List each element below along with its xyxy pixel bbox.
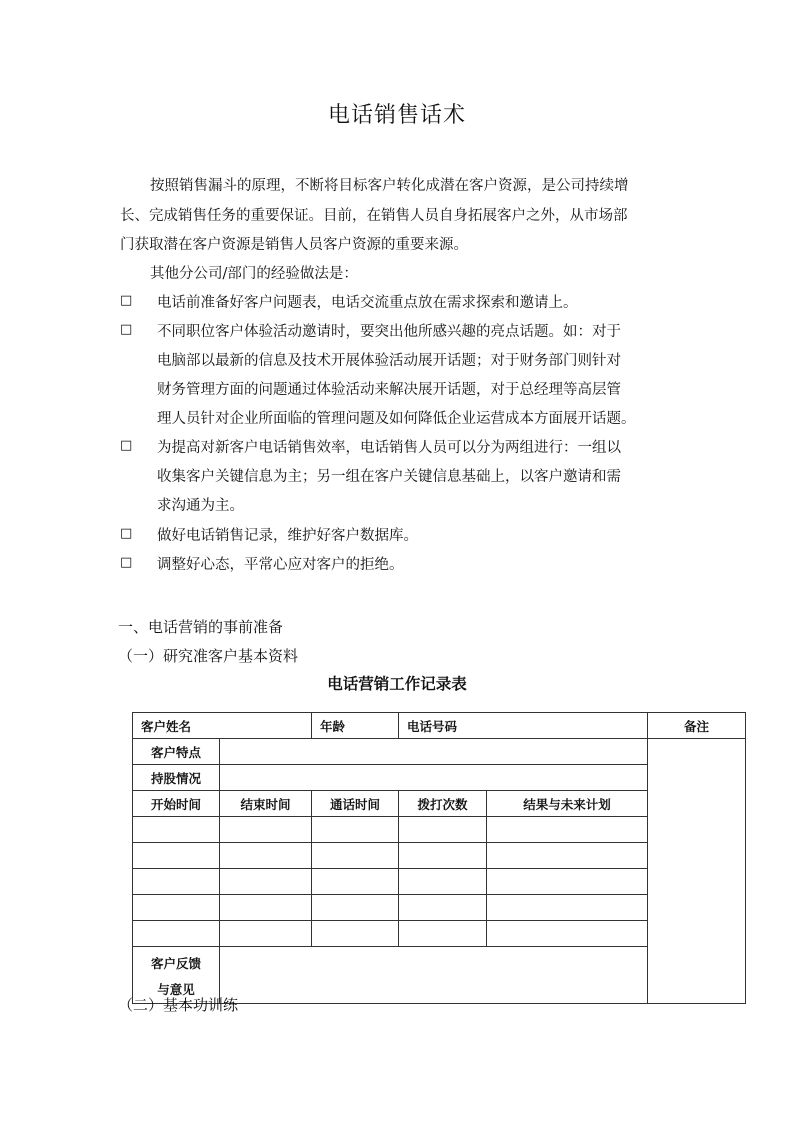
col-start-time: 开始时间	[133, 791, 220, 817]
col-end-time: 结束时间	[220, 791, 312, 817]
cell[interactable]	[312, 843, 399, 869]
bullet-2-line-4: 理人员针对企业所面临的管理问题及如何降低企业运营成本方面展开话题。	[157, 411, 636, 427]
feedback-label-line-1: 客户反馈	[150, 956, 201, 971]
bullet-3-line-1: 为提高对新客户电话销售效率，电话销售人员可以分为两组进行：一组以	[157, 440, 621, 456]
cell[interactable]	[312, 921, 399, 947]
cell[interactable]	[220, 843, 312, 869]
shareholding-label: 持股情况	[133, 765, 220, 791]
remarks-cell[interactable]	[648, 739, 746, 1004]
cell[interactable]	[312, 869, 399, 895]
document-title: 电话销售话术	[327, 103, 466, 128]
cell[interactable]	[487, 921, 648, 947]
cell[interactable]	[133, 869, 220, 895]
bullet-2-line-2: 电脑部以最新的信息及技术开展体验活动展开话题；对于财务部门则针对	[157, 353, 621, 369]
cell[interactable]	[487, 895, 648, 921]
cell[interactable]	[487, 817, 648, 843]
bullet-2-line-1: 不同职位客户体验活动邀请时，要突出他所感兴趣的亮点话题。如：对于	[157, 324, 621, 340]
cell[interactable]	[399, 921, 487, 947]
table-title: 电话营销工作记录表	[327, 675, 467, 693]
cell[interactable]	[399, 895, 487, 921]
intro-line-1: 按照销售漏斗的原理，不断将目标客户转化成潜在客户资源，是公司持续增	[150, 178, 629, 194]
col-call-duration: 通话时间	[312, 791, 399, 817]
cell[interactable]	[312, 817, 399, 843]
cell[interactable]	[399, 817, 487, 843]
feedback-cell[interactable]	[220, 947, 648, 1004]
customer-name-label: 客户姓名	[133, 713, 312, 739]
cell[interactable]	[133, 817, 220, 843]
cell[interactable]	[399, 869, 487, 895]
cell[interactable]	[133, 921, 220, 947]
intro-line-3: 门获取潜在客户资源是销售人员客户资源的重要来源。	[120, 237, 468, 253]
cell[interactable]	[487, 869, 648, 895]
customer-traits-cell[interactable]	[220, 739, 648, 765]
call-record-table	[132, 712, 746, 1004]
cell[interactable]	[399, 843, 487, 869]
section-1-heading: 一、电话营销的事前准备	[118, 618, 284, 636]
bullet-5-line-1: 调整好心态，平常心应对客户的拒绝。	[157, 557, 404, 573]
col-result-plan: 结果与未来计划	[487, 791, 648, 817]
cell[interactable]	[220, 895, 312, 921]
cell[interactable]	[220, 921, 312, 947]
phone-label: 电话号码	[399, 713, 648, 739]
customer-traits-label: 客户特点	[133, 739, 220, 765]
feedback-label-line-2: 与意见	[157, 982, 195, 997]
bullet-3-line-3: 求沟通为主。	[157, 498, 244, 514]
bullet-1-line-1: 电话前准备好客户问题表，电话交流重点放在需求探索和邀请上。	[157, 295, 578, 311]
cell[interactable]	[220, 817, 312, 843]
col-dial-count: 拨打次数	[399, 791, 487, 817]
bullet-4-line-1: 做好电话销售记录，维护好客户数据库。	[157, 528, 418, 544]
cell[interactable]	[133, 843, 220, 869]
subsection-1-heading: （一）研究准客户基本资料	[118, 647, 299, 665]
experience-intro: 其他分公司/部门的经验做法是：	[150, 266, 358, 282]
shareholding-cell[interactable]	[220, 765, 648, 791]
cell[interactable]	[133, 895, 220, 921]
bullet-2-line-3: 财务管理方面的问题通过体验活动来解决展开话题，对于总经理等高层管	[157, 382, 621, 398]
cell[interactable]	[312, 895, 399, 921]
checkbox-bullet-icon: □	[120, 322, 133, 337]
cell[interactable]	[220, 869, 312, 895]
customer-traits-row	[133, 739, 746, 765]
checkbox-bullet-icon: □	[120, 555, 133, 570]
checkbox-bullet-icon: □	[120, 526, 133, 541]
intro-line-2: 长、完成销售任务的重要保证。目前，在销售人员自身拓展客户之外，从市场部	[120, 208, 628, 224]
checkbox-bullet-icon: □	[120, 438, 133, 453]
table-header-row	[133, 713, 746, 739]
age-label: 年龄	[312, 713, 399, 739]
checkbox-bullet-icon: □	[120, 293, 133, 308]
cell[interactable]	[487, 843, 648, 869]
remarks-label: 备注	[648, 713, 746, 739]
subsection-2-heading: （二）基本功训练	[118, 996, 239, 1014]
bullet-3-line-2: 收集客户关键信息为主；另一组在客户关键信息基础上，以客户邀请和需	[157, 469, 621, 485]
